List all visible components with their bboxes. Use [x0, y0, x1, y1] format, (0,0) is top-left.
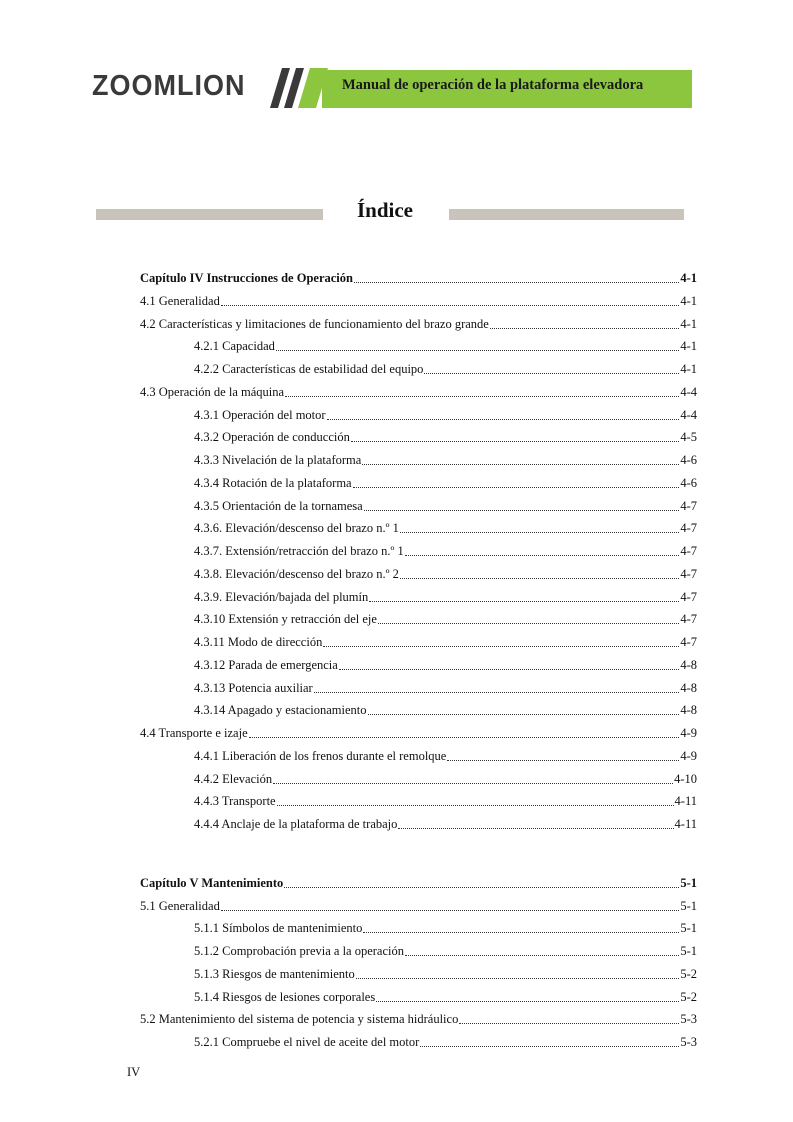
toc-dot-leader: [354, 282, 679, 283]
toc-entry-page: 4-8: [680, 703, 697, 718]
toc-entry-page: 4-6: [680, 475, 697, 490]
toc-entry[interactable]: [194, 355, 697, 377]
toc-dot-leader: [339, 669, 680, 670]
toc-dot-leader: [378, 623, 679, 624]
toc-entry[interactable]: [194, 651, 697, 673]
toc-entry-label: 4.3.10 Extensión y retracción del eje: [194, 612, 377, 627]
title-rule-right: [449, 209, 684, 220]
toc-entry[interactable]: [194, 810, 697, 832]
toc-entry[interactable]: [140, 378, 697, 400]
toc-entry[interactable]: [194, 560, 697, 582]
toc-dot-leader: [273, 783, 673, 784]
toc-entry-page: 4-1: [680, 293, 697, 308]
toc-entry-page: 5-1: [680, 921, 697, 936]
toc-entry-label: 4.3.14 Apagado y estacionamiento: [194, 703, 367, 718]
toc-entry[interactable]: [194, 937, 697, 959]
toc-entry[interactable]: [194, 628, 697, 650]
toc-entry-page: 4-8: [680, 657, 697, 672]
toc-entry-page: 4-7: [680, 498, 697, 513]
toc-entry[interactable]: [140, 1005, 697, 1027]
toc-entry-page: 5-1: [680, 875, 697, 890]
toc-entry-label: 4.3.1 Operación del motor: [194, 407, 326, 422]
logo-stripes-icon: [268, 68, 328, 108]
toc-entry[interactable]: [194, 446, 697, 468]
toc-entry[interactable]: [194, 605, 697, 627]
toc-dot-leader: [221, 305, 680, 306]
toc-entry[interactable]: [194, 514, 697, 536]
toc-entry-label: 4.3.11 Modo de dirección: [194, 635, 323, 649]
toc-dot-leader: [284, 887, 679, 888]
toc-entry-label: 4.3.13 Potencia auxiliar: [194, 680, 313, 695]
toc-entry-label: 4.3.4 Rotación de la plataforma: [194, 475, 352, 490]
page-title: Índice: [356, 198, 413, 222]
toc-dot-leader: [249, 737, 680, 738]
toc-entry-label: 4.3 Operación de la máquina: [140, 384, 285, 399]
toc-entry-page: 4-6: [680, 453, 697, 467]
manual-title: Manual de operación de la plataforma elevadora: [342, 77, 644, 93]
toc-dot-leader: [221, 910, 680, 911]
toc-dot-leader: [400, 578, 679, 579]
toc-entry-page: 4-11: [674, 817, 697, 831]
toc-entry-label: 5.1.3 Riesgos de mantenimiento: [194, 966, 355, 981]
toc-entry[interactable]: [194, 423, 697, 445]
page-number: IV: [127, 1065, 141, 1079]
toc-entry-page: 4-4: [680, 384, 697, 399]
toc-entry-page: 4-1: [680, 271, 697, 285]
toc-entry-page: 5-2: [680, 966, 697, 981]
toc-entry-label: 4.3.8. Elevación/descenso del brazo n.º 2: [194, 566, 399, 581]
toc-entry[interactable]: [194, 696, 697, 718]
toc-chapter-entry[interactable]: [140, 264, 697, 286]
toc-entry[interactable]: [140, 892, 697, 914]
toc-entry[interactable]: [194, 583, 697, 605]
toc-entry-page: 5-3: [680, 1012, 697, 1027]
toc-entry[interactable]: [140, 287, 697, 309]
toc-entry[interactable]: [194, 960, 697, 982]
toc-entry-page: 4-7: [680, 612, 697, 627]
toc-entry-label: 4.3.7. Extensión/retracción del brazo n.º 1: [194, 544, 404, 558]
title-rule-left: [96, 209, 323, 220]
toc-entry-label: 4.4.4 Anclaje de la plataforma de trabajo: [194, 817, 398, 831]
toc-dot-leader: [364, 510, 680, 511]
toc-entry-label: 4.3.3 Nivelación de la plataforma: [194, 453, 362, 467]
toc-entry[interactable]: [194, 469, 697, 491]
toc-dot-leader: [356, 978, 680, 979]
toc-entry[interactable]: [194, 1028, 697, 1050]
toc-entry-page: 5-1: [680, 898, 697, 913]
toc-entry[interactable]: [194, 787, 697, 809]
toc-entry-label: 4.3.12 Parada de emergencia: [194, 657, 338, 672]
toc-dot-leader: [363, 932, 679, 933]
toc-entry[interactable]: [194, 537, 697, 559]
toc-dot-leader: [424, 373, 679, 374]
toc-entry-page: 4-7: [680, 521, 697, 536]
toc-entry[interactable]: [194, 983, 697, 1005]
toc-entry-label: 4.2.1 Capacidad: [194, 339, 275, 354]
toc-entry-page: 5-2: [680, 989, 697, 1004]
toc-dot-leader: [405, 555, 680, 556]
zoomlion-logo: ZOOMLION: [92, 70, 246, 102]
toc-entry-page: 4-7: [680, 566, 697, 581]
toc-dot-leader: [447, 760, 679, 761]
toc-entry-page: 4-1: [680, 362, 697, 376]
toc-chapter-entry[interactable]: [140, 869, 697, 891]
toc-dot-leader: [362, 464, 679, 465]
toc-entry[interactable]: [194, 914, 697, 936]
toc-dot-leader: [376, 1001, 679, 1002]
toc-entry-page: 4-7: [680, 635, 697, 649]
toc-entry-label: Capítulo IV Instrucciones de Operación: [140, 271, 353, 285]
toc-dot-leader: [490, 328, 680, 329]
toc-entry-page: 4-4: [680, 407, 697, 422]
toc-entry[interactable]: [194, 765, 697, 787]
toc-entry-label: 5.1.1 Símbolos de mantenimiento: [194, 921, 363, 936]
toc-entry-label: 4.3.6. Elevación/descenso del brazo n.º 1: [194, 521, 399, 536]
toc-entry-page: 4-11: [674, 794, 697, 809]
toc-entry-label: 5.1.4 Riesgos de lesiones corporales: [194, 989, 376, 1004]
toc-entry-label: 4.3.5 Orientación de la tornamesa: [194, 498, 363, 513]
toc-dot-leader: [405, 955, 679, 956]
toc-entry-label: 5.2 Mantenimiento del sistema de potencia y sistema hidráulico: [140, 1012, 459, 1027]
toc-entry-label: 4.4.2 Elevación: [194, 771, 273, 786]
toc-dot-leader: [276, 350, 679, 351]
toc-entry-page: 5-1: [680, 944, 697, 958]
toc-entry-page: 4-5: [680, 430, 697, 445]
toc-entry-page: 4-7: [680, 544, 697, 558]
toc-entry-label: 4.4.1 Liberación de los frenos durante el remolque: [194, 748, 447, 763]
toc-dot-leader: [323, 646, 679, 647]
toc-entry-page: 4-9: [680, 726, 697, 740]
toc-entry-page: 5-3: [680, 1035, 697, 1049]
toc-entry[interactable]: [140, 310, 697, 332]
toc-dot-leader: [398, 828, 673, 829]
toc-entry-page: 4-9: [680, 748, 697, 763]
toc-entry-label: 4.4 Transporte e izaje: [140, 726, 248, 740]
toc-entry-page: 4-8: [680, 680, 697, 695]
toc-dot-leader: [277, 805, 674, 806]
toc-entry-label: 4.2.2 Características de estabilidad del equipo: [194, 362, 424, 376]
toc-entry[interactable]: [140, 719, 697, 741]
toc-entry-label: 5.2.1 Compruebe el nivel de aceite del motor: [194, 1035, 420, 1049]
toc-dot-leader: [368, 714, 680, 715]
toc-entry-label: 4.3.2 Operación de conducción: [194, 430, 350, 445]
toc-dot-leader: [285, 396, 679, 397]
toc-entry-page: 4-1: [680, 316, 697, 331]
toc-entry[interactable]: [194, 674, 697, 696]
toc-entry[interactable]: [194, 332, 697, 354]
toc-dot-leader: [327, 419, 680, 420]
toc-entry-label: 4.2 Características y limitaciones de funcionamiento del brazo grande: [140, 316, 489, 331]
toc-dot-leader: [353, 487, 680, 488]
toc-dot-leader: [459, 1023, 679, 1024]
toc-entry-label: 5.1.2 Comprobación previa a la operación: [194, 944, 404, 958]
toc-entry-label: 4.1 Generalidad: [140, 293, 220, 308]
toc-entry-label: 4.4.3 Transporte: [194, 794, 276, 809]
toc-dot-leader: [351, 441, 679, 442]
toc-entry-label: 5.1 Generalidad: [140, 898, 220, 913]
toc-entry-page: 4-1: [680, 339, 697, 354]
toc-dot-leader: [420, 1046, 679, 1047]
toc-dot-leader: [314, 692, 680, 693]
toc-entry-page: 4-7: [680, 589, 697, 604]
toc-entry-label: Capítulo V Mantenimiento: [140, 875, 284, 890]
toc-entry[interactable]: [194, 401, 697, 423]
toc-entry[interactable]: [194, 742, 697, 764]
toc-entry-label: 4.3.9. Elevación/bajada del plumín: [194, 589, 369, 604]
toc-dot-leader: [369, 601, 679, 602]
toc-dot-leader: [400, 532, 679, 533]
toc-entry-page: 4-10: [674, 771, 697, 786]
toc-entry[interactable]: [194, 492, 697, 514]
